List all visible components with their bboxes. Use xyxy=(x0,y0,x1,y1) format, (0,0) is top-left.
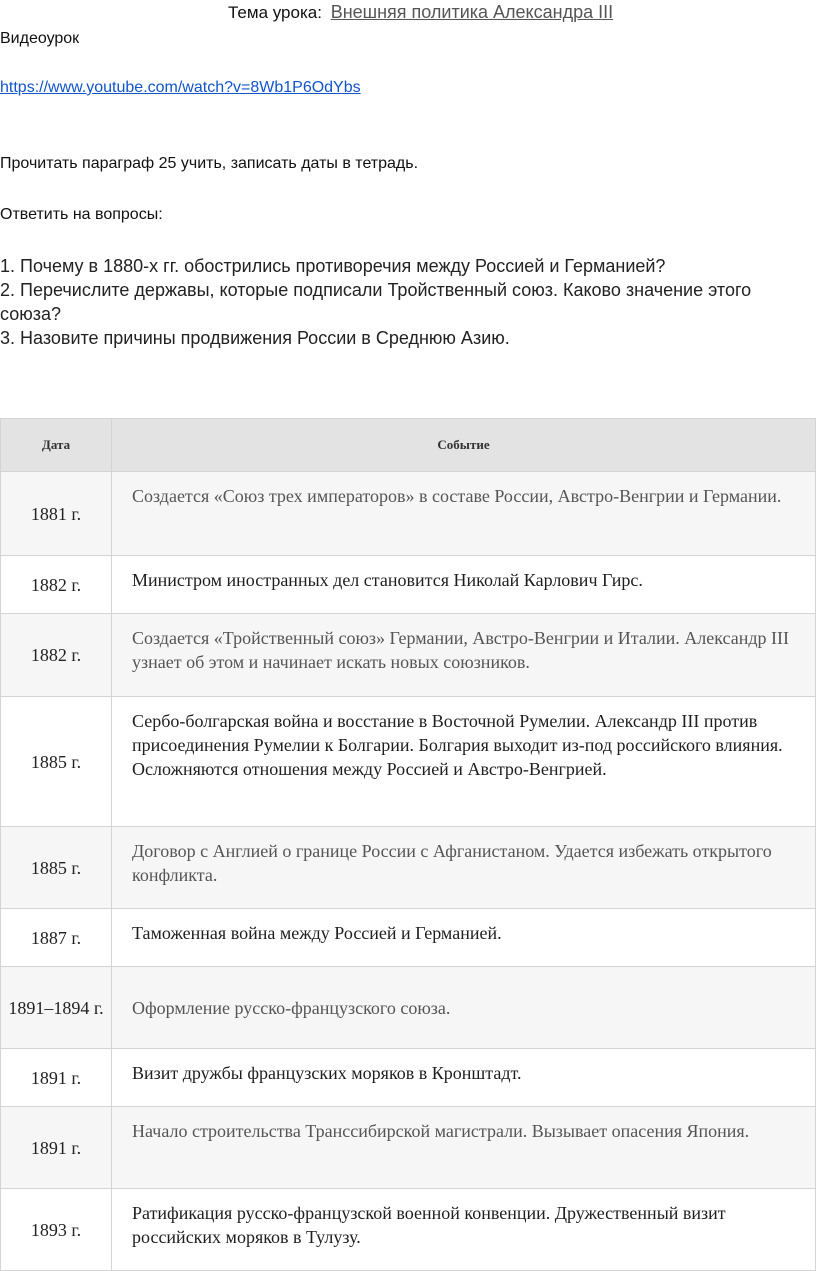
answer-task: Ответить на вопросы: xyxy=(0,206,163,223)
table-row xyxy=(1,1049,816,1107)
question-item: 3. Назовите причины продвижения России в Среднюю Азию. xyxy=(0,328,510,348)
event-date: 1885 г. xyxy=(1,827,112,909)
event-date: 1882 г. xyxy=(1,556,112,614)
event-date: 1882 г. xyxy=(1,614,112,697)
event-description: Оформление русско-французского союза. xyxy=(112,967,816,1049)
event-date: 1891 г. xyxy=(1,1049,112,1107)
event-description: Визит дружбы французских моряков в Кронштадт. xyxy=(112,1049,816,1107)
date-column-header: Дата xyxy=(1,419,112,472)
event-description: Ратификация русско-французской военной конвенции. Дружественный визит российских моряков в Тулузу. xyxy=(112,1189,816,1271)
lesson-topic xyxy=(228,2,613,23)
table-header-row xyxy=(1,419,816,472)
questions-list xyxy=(0,254,780,350)
table-row xyxy=(1,472,816,556)
table-row xyxy=(1,556,816,614)
event-date: 1891–1894 г. xyxy=(1,967,112,1049)
event-date: 1887 г. xyxy=(1,909,112,967)
question-item: 2. Перечислите державы, которые подписали Тройственный союз. Каково значение этого союза? xyxy=(0,280,752,324)
event-description: Министром иностранных дел становится Николай Карлович Гирс. xyxy=(112,556,816,614)
event-description: Создается «Союз трех императоров» в составе России, Австро-Венгрии и Германии. xyxy=(112,472,816,556)
event-description: Начало строительства Транссибирской магистрали. Вызывает опасения Япония. xyxy=(112,1107,816,1189)
event-date: 1885 г. xyxy=(1,697,112,827)
table-row xyxy=(1,1107,816,1189)
table-row xyxy=(1,827,816,909)
reading-task: Прочитать параграф 25 учить, записать даты в тетрадь. xyxy=(0,155,419,172)
event-date: 1893 г. xyxy=(1,1189,112,1271)
event-description: Создается «Тройственный союз» Германии, Австро-Венгрии и Италии. Александр III узнает об этом и начинает искать новых союзников. xyxy=(112,614,816,697)
table-row xyxy=(1,909,816,967)
event-description: Таможенная война между Россией и Германией. xyxy=(112,909,816,967)
topic-value: Внешняя политика Александра III xyxy=(330,2,614,22)
event-date: 1881 г. xyxy=(1,472,112,556)
table-row xyxy=(1,697,816,827)
video-lesson-label: Видеоурок xyxy=(0,30,80,47)
event-date: 1891 г. xyxy=(1,1107,112,1189)
question-item: 1. Почему в 1880-х гг. обострились противоречия между Россией и Германией? xyxy=(0,256,666,276)
topic-label: Тема урока: xyxy=(228,3,322,22)
table-row xyxy=(1,1189,816,1271)
event-description: Договор с Англией о границе России с Афганистаном. Удается избежать открытого конфликта. xyxy=(112,827,816,909)
event-description: Сербо-болгарская война и восстание в Восточной Румелии. Александр III против присоединения Румелии к Болгарии. Болгария выходит из-под российского влияния. Осложняются отношения между Россией и Австро-Венгрией. xyxy=(112,697,816,827)
video-link[interactable]: https://www.youtube.com/watch?v=8Wb1P6OdYbs xyxy=(0,79,361,96)
event-column-header: Событие xyxy=(112,419,816,472)
table-row xyxy=(1,967,816,1049)
table-row xyxy=(1,614,816,697)
events-table xyxy=(0,418,816,1271)
